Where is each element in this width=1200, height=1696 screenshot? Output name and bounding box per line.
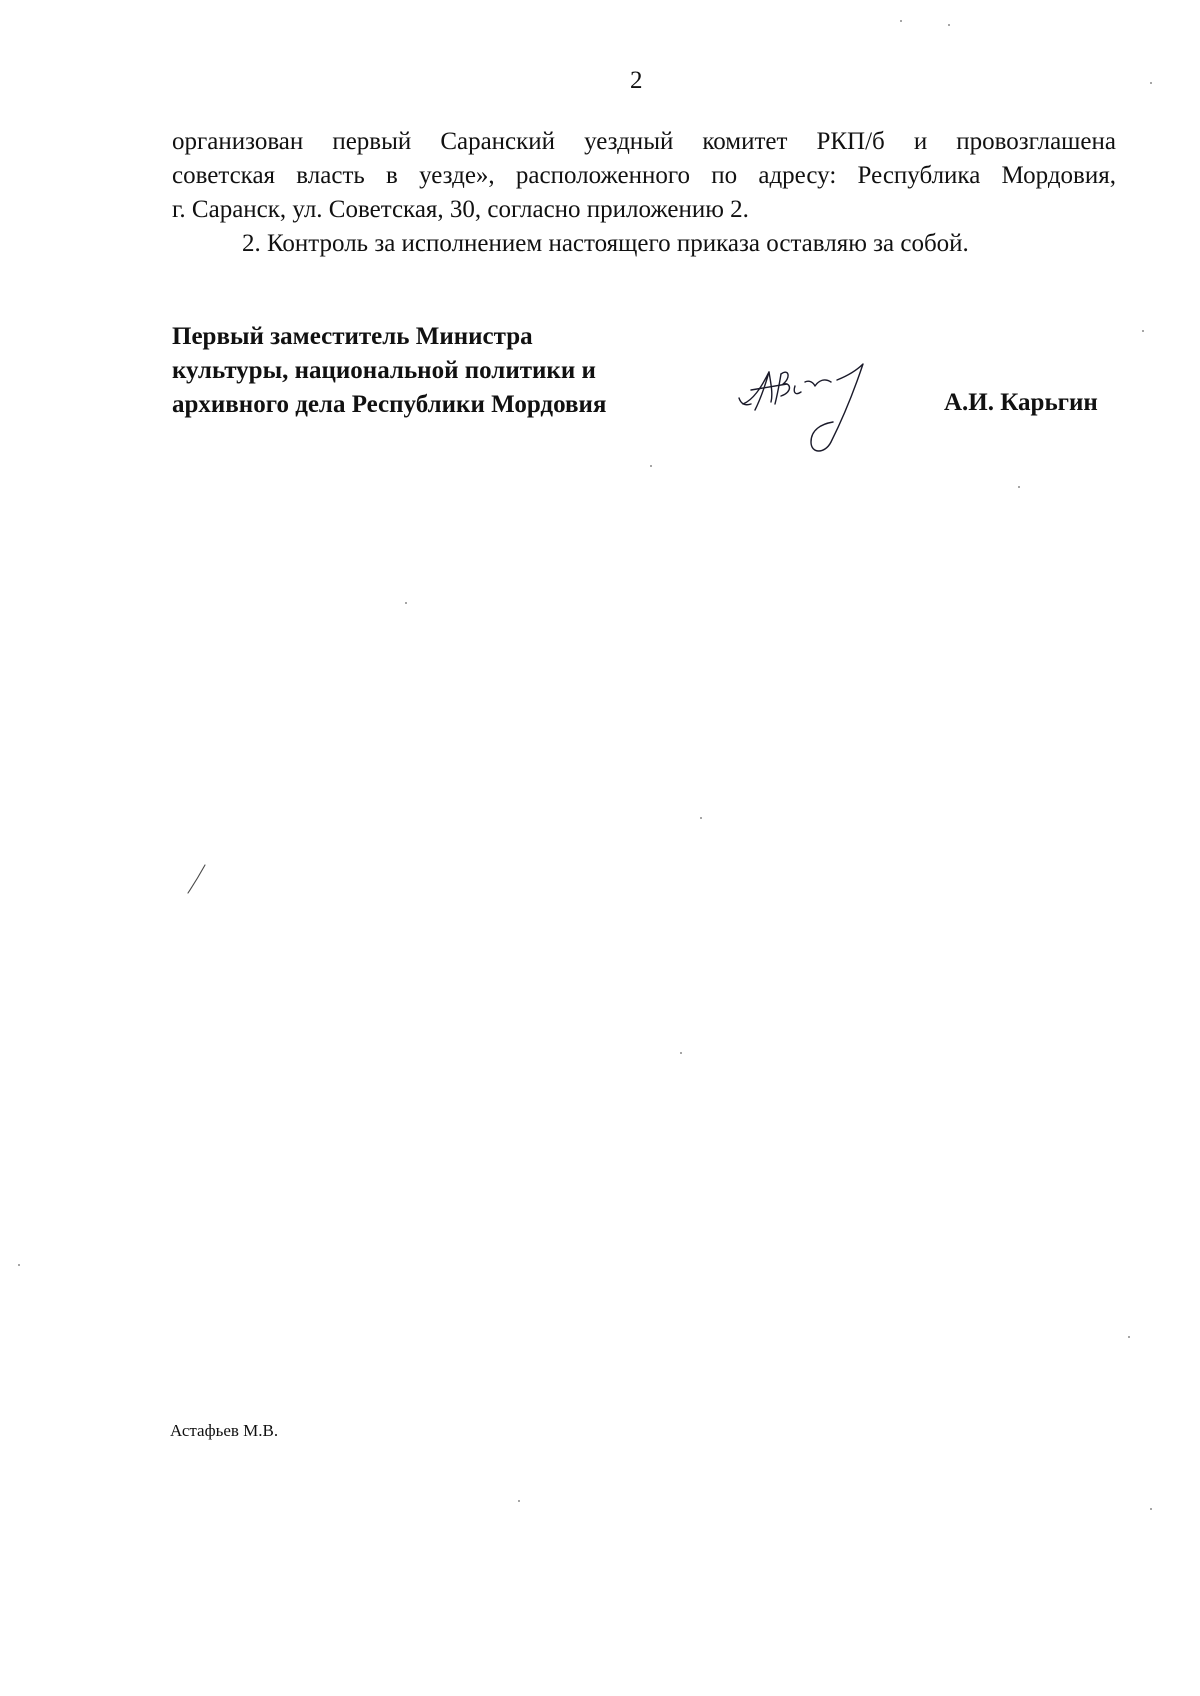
control-clause: 2. Контроль за исполнением настоящего приказа оставляю за собой. bbox=[242, 230, 969, 257]
scan-speck bbox=[1142, 330, 1144, 332]
executor-name: Астафьев М.В. bbox=[170, 1421, 279, 1440]
scan-speck bbox=[1150, 1508, 1152, 1510]
body-line: советская власть в уезде», расположенного по адресу: Республика Мордовия, bbox=[172, 162, 1116, 189]
scan-speck bbox=[518, 1500, 520, 1502]
page-number: 2 bbox=[630, 67, 643, 94]
scan-speck bbox=[18, 1264, 20, 1266]
scan-speck bbox=[700, 817, 702, 819]
scan-speck bbox=[1150, 82, 1152, 84]
scan-speck bbox=[900, 20, 902, 22]
scan-speck bbox=[1128, 1336, 1130, 1338]
signer-title-line: культуры, национальной политики и bbox=[172, 357, 596, 384]
body-line: организован первый Саранский уездный комитет РКП/б и провозглашена bbox=[172, 128, 1116, 155]
signer-title-line: архивного дела Республики Мордовия bbox=[172, 391, 607, 418]
body-text bbox=[172, 125, 1116, 261]
scan-speck bbox=[650, 465, 652, 467]
handwritten-signature bbox=[735, 358, 905, 458]
scan-speck bbox=[948, 24, 950, 26]
scan-speck bbox=[1018, 486, 1020, 488]
scan-speck bbox=[405, 602, 407, 604]
scan-speck bbox=[680, 1052, 682, 1054]
body-line: г. Саранск, ул. Советская, 30, согласно приложению 2. bbox=[172, 196, 749, 223]
signer-title-line: Первый заместитель Министра bbox=[172, 323, 533, 350]
signer-name: А.И. Карьгин bbox=[944, 389, 1098, 416]
signer-title bbox=[172, 320, 606, 422]
stray-pen-mark bbox=[185, 862, 209, 896]
